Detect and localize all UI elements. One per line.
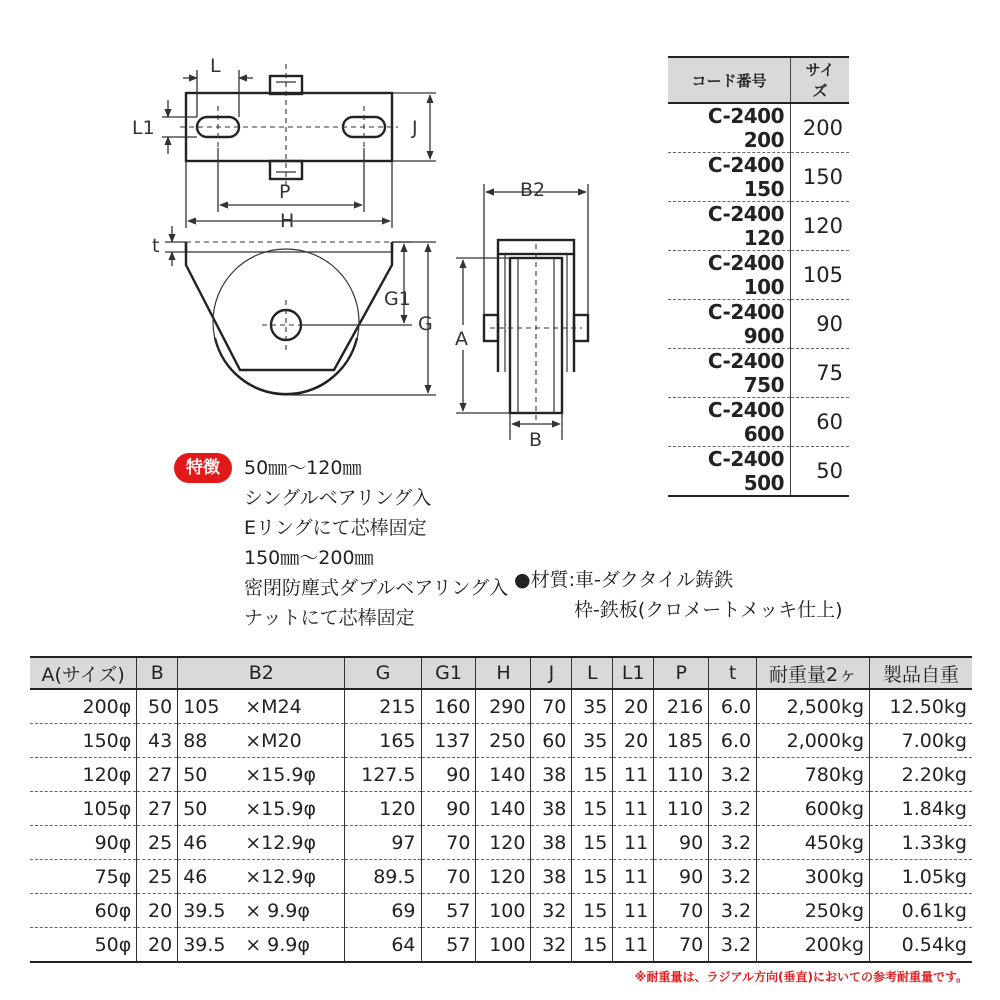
spec-cell-H: 140 bbox=[476, 758, 531, 792]
spec-header-cell: G bbox=[345, 657, 421, 689]
spec-table-row bbox=[30, 792, 972, 826]
spec-cell-L1: 11 bbox=[613, 928, 654, 963]
spec-cell-B: 50 bbox=[137, 689, 178, 724]
b2-axle-value: ×M20 bbox=[245, 729, 302, 752]
spec-cell-L: 35 bbox=[572, 724, 613, 758]
caster-technical-drawing bbox=[0, 0, 660, 450]
spec-cell-load: 200kg bbox=[757, 928, 870, 963]
code-table-row bbox=[668, 398, 849, 447]
spec-cell-L1: 11 bbox=[613, 758, 654, 792]
feature-item: シングルベアリング入 bbox=[244, 487, 432, 509]
spec-cell-J: 38 bbox=[531, 826, 572, 860]
size-cell: 150 bbox=[791, 153, 850, 202]
spec-table-row bbox=[30, 724, 972, 758]
spec-cell-G: 127.5 bbox=[345, 758, 421, 792]
spec-header-cell: B2 bbox=[178, 657, 345, 689]
feature-item: 150㎜～200㎜ bbox=[244, 547, 374, 569]
spec-cell-P: 90 bbox=[654, 826, 709, 860]
code-table-row bbox=[668, 447, 849, 497]
code-number-cell: C-2400 100 bbox=[668, 251, 791, 300]
spec-cell-G1: 160 bbox=[421, 689, 476, 724]
spec-cell-G: 120 bbox=[345, 792, 421, 826]
spec-cell-weight: 1.84kg bbox=[870, 792, 972, 826]
spec-cell-H: 290 bbox=[476, 689, 531, 724]
b2-width-value: 105 bbox=[183, 695, 220, 718]
material-wheel: ●材質:車-ダクタイル鋳鉄 bbox=[514, 569, 734, 591]
spec-header-cell: t bbox=[709, 657, 757, 689]
code-number-cell: C-2400 150 bbox=[668, 153, 791, 202]
b2-width-value: 39.5 bbox=[183, 933, 226, 956]
code-number-table bbox=[668, 56, 849, 497]
spec-cell-B2 bbox=[178, 689, 345, 724]
b2-axle-value: ×12.9φ bbox=[245, 865, 316, 888]
spec-cell-L: 15 bbox=[572, 826, 613, 860]
size-cell: 75 bbox=[791, 349, 850, 398]
code-table-row bbox=[668, 202, 849, 251]
spec-cell-A: 50φ bbox=[30, 928, 137, 963]
code-number-cell: C-2400 600 bbox=[668, 398, 791, 447]
b2-width-value: 50 bbox=[183, 763, 208, 786]
spec-cell-G1: 137 bbox=[421, 724, 476, 758]
spec-cell-A: 150φ bbox=[30, 724, 137, 758]
spec-cell-t: 3.2 bbox=[709, 928, 757, 963]
code-table-row bbox=[668, 349, 849, 398]
b2-width-value: 50 bbox=[183, 797, 208, 820]
spec-cell-B2 bbox=[178, 928, 345, 963]
spec-cell-load: 2,500kg bbox=[757, 689, 870, 724]
code-table-row bbox=[668, 251, 849, 300]
spec-cell-G1: 70 bbox=[421, 826, 476, 860]
spec-table-row bbox=[30, 860, 972, 894]
spec-cell-G: 89.5 bbox=[345, 860, 421, 894]
spec-cell-A: 90φ bbox=[30, 826, 137, 860]
spec-cell-G: 69 bbox=[345, 894, 421, 928]
spec-header-cell: L1 bbox=[613, 657, 654, 689]
spec-cell-B2 bbox=[178, 724, 345, 758]
spec-cell-H: 140 bbox=[476, 792, 531, 826]
spec-cell-B2 bbox=[178, 792, 345, 826]
spec-cell-J: 32 bbox=[531, 928, 572, 963]
spec-cell-L1: 11 bbox=[613, 792, 654, 826]
code-table-row bbox=[668, 153, 849, 202]
spec-cell-H: 250 bbox=[476, 724, 531, 758]
code-table-row bbox=[668, 300, 849, 349]
dim-label-L1: L1 bbox=[132, 117, 155, 139]
spec-cell-L: 15 bbox=[572, 860, 613, 894]
spec-cell-L1: 20 bbox=[613, 724, 654, 758]
spec-cell-weight: 12.50kg bbox=[870, 689, 972, 724]
spec-cell-A: 120φ bbox=[30, 758, 137, 792]
spec-table-row bbox=[30, 758, 972, 792]
spec-cell-B2 bbox=[178, 860, 345, 894]
spec-cell-J: 60 bbox=[531, 724, 572, 758]
spec-cell-B: 25 bbox=[137, 860, 178, 894]
code-table-body bbox=[668, 103, 849, 496]
spec-cell-weight: 0.61kg bbox=[870, 894, 972, 928]
spec-cell-B: 20 bbox=[137, 894, 178, 928]
spec-table-row bbox=[30, 928, 972, 963]
dim-label-A: A bbox=[455, 328, 468, 350]
code-number-cell: C-2400 120 bbox=[668, 202, 791, 251]
spec-cell-J: 38 bbox=[531, 758, 572, 792]
b2-width-value: 46 bbox=[183, 865, 208, 888]
spec-header-cell: L bbox=[572, 657, 613, 689]
spec-cell-J: 32 bbox=[531, 894, 572, 928]
b2-axle-value: × 9.9φ bbox=[245, 899, 310, 922]
dim-label-G1: G1 bbox=[384, 288, 411, 310]
code-number-cell: C-2400 750 bbox=[668, 349, 791, 398]
spec-header-cell: H bbox=[476, 657, 531, 689]
spec-cell-t: 3.2 bbox=[709, 826, 757, 860]
spec-header-cell: 耐重量2ヶ bbox=[757, 657, 870, 689]
spec-cell-G1: 57 bbox=[421, 894, 476, 928]
spec-header-cell: B bbox=[137, 657, 178, 689]
spec-cell-G1: 70 bbox=[421, 860, 476, 894]
code-header: コード番号 bbox=[668, 57, 791, 103]
spec-cell-load: 2,000kg bbox=[757, 724, 870, 758]
spec-table-row bbox=[30, 689, 972, 724]
spec-cell-weight: 1.05kg bbox=[870, 860, 972, 894]
material-frame: 枠-鉄板(クロメートメッキ仕上) bbox=[574, 599, 843, 621]
spec-cell-H: 100 bbox=[476, 894, 531, 928]
feature-list bbox=[244, 453, 508, 633]
spec-cell-t: 3.2 bbox=[709, 860, 757, 894]
dim-label-H: H bbox=[280, 210, 295, 232]
spec-cell-weight: 2.20kg bbox=[870, 758, 972, 792]
spec-cell-load: 300kg bbox=[757, 860, 870, 894]
spec-cell-t: 3.2 bbox=[709, 758, 757, 792]
spec-cell-P: 70 bbox=[654, 894, 709, 928]
spec-cell-P: 110 bbox=[654, 758, 709, 792]
spec-header-cell: 製品自重 bbox=[870, 657, 972, 689]
specification-table bbox=[30, 656, 972, 963]
spec-cell-G: 64 bbox=[345, 928, 421, 963]
spec-cell-G1: 90 bbox=[421, 758, 476, 792]
spec-cell-L1: 11 bbox=[613, 860, 654, 894]
spec-cell-load: 450kg bbox=[757, 826, 870, 860]
spec-cell-P: 110 bbox=[654, 792, 709, 826]
spec-cell-B2 bbox=[178, 894, 345, 928]
spec-cell-weight: 1.33kg bbox=[870, 826, 972, 860]
spec-cell-B: 43 bbox=[137, 724, 178, 758]
spec-cell-load: 780kg bbox=[757, 758, 870, 792]
spec-cell-A: 105φ bbox=[30, 792, 137, 826]
spec-cell-G: 97 bbox=[345, 826, 421, 860]
size-cell: 90 bbox=[791, 300, 850, 349]
size-cell: 50 bbox=[791, 447, 850, 497]
dim-label-B: B bbox=[529, 429, 543, 450]
code-table-row bbox=[668, 103, 849, 153]
spec-table-body bbox=[30, 689, 972, 962]
spec-cell-G: 215 bbox=[345, 689, 421, 724]
b2-axle-value: ×12.9φ bbox=[245, 831, 316, 854]
spec-cell-G: 165 bbox=[345, 724, 421, 758]
spec-cell-L: 15 bbox=[572, 928, 613, 963]
spec-cell-P: 90 bbox=[654, 860, 709, 894]
feature-badge: 特徴 bbox=[174, 453, 232, 483]
spec-cell-L1: 11 bbox=[613, 894, 654, 928]
code-table-header bbox=[668, 57, 849, 103]
size-header: サイズ bbox=[791, 57, 850, 103]
spec-cell-load: 600kg bbox=[757, 792, 870, 826]
spec-cell-t: 3.2 bbox=[709, 792, 757, 826]
spec-cell-weight: 0.54kg bbox=[870, 928, 972, 963]
spec-cell-L: 15 bbox=[572, 758, 613, 792]
size-cell: 60 bbox=[791, 398, 850, 447]
b2-axle-value: ×M24 bbox=[245, 695, 302, 718]
size-cell: 105 bbox=[791, 251, 850, 300]
spec-cell-P: 185 bbox=[654, 724, 709, 758]
side-view bbox=[455, 179, 588, 450]
b2-width-value: 46 bbox=[183, 831, 208, 854]
top-view bbox=[132, 55, 436, 232]
b2-axle-value: ×15.9φ bbox=[245, 763, 316, 786]
spec-header-cell: P bbox=[654, 657, 709, 689]
feature-item: ナットにて芯棒固定 bbox=[244, 607, 415, 629]
feature-item: 密閉防塵式ダブルベアリング入 bbox=[244, 577, 509, 599]
spec-cell-B2 bbox=[178, 758, 345, 792]
spec-cell-t: 6.0 bbox=[709, 724, 757, 758]
dim-label-J: J bbox=[412, 117, 418, 139]
spec-cell-H: 120 bbox=[476, 860, 531, 894]
feature-item: Eリングにて芯棒固定 bbox=[244, 517, 427, 539]
b2-width-value: 39.5 bbox=[183, 899, 226, 922]
spec-cell-J: 70 bbox=[531, 689, 572, 724]
spec-cell-B: 20 bbox=[137, 928, 178, 963]
spec-cell-P: 70 bbox=[654, 928, 709, 963]
spec-cell-A: 200φ bbox=[30, 689, 137, 724]
spec-cell-G1: 90 bbox=[421, 792, 476, 826]
spec-cell-P: 216 bbox=[654, 689, 709, 724]
b2-axle-value: × 9.9φ bbox=[245, 933, 310, 956]
spec-header-cell: A(サイズ) bbox=[30, 657, 137, 689]
b2-width-value: 88 bbox=[183, 729, 208, 752]
spec-cell-B: 25 bbox=[137, 826, 178, 860]
spec-cell-G1: 57 bbox=[421, 928, 476, 963]
b2-axle-value: ×15.9φ bbox=[245, 797, 316, 820]
material-info bbox=[514, 565, 843, 625]
spec-cell-B: 27 bbox=[137, 792, 178, 826]
spec-cell-A: 75φ bbox=[30, 860, 137, 894]
spec-cell-A: 60φ bbox=[30, 894, 137, 928]
dim-label-L: L bbox=[210, 55, 221, 77]
spec-cell-L: 15 bbox=[572, 894, 613, 928]
code-number-cell: C-2400 900 bbox=[668, 300, 791, 349]
spec-cell-J: 38 bbox=[531, 860, 572, 894]
spec-cell-J: 38 bbox=[531, 792, 572, 826]
spec-cell-H: 100 bbox=[476, 928, 531, 963]
size-cell: 200 bbox=[791, 103, 850, 153]
front-view bbox=[152, 226, 436, 395]
dim-label-P: P bbox=[279, 181, 291, 203]
spec-header-cell: J bbox=[531, 657, 572, 689]
spec-cell-weight: 7.00kg bbox=[870, 724, 972, 758]
spec-cell-H: 120 bbox=[476, 826, 531, 860]
spec-cell-L1: 11 bbox=[613, 826, 654, 860]
spec-header-cell: G1 bbox=[421, 657, 476, 689]
feature-item: 50㎜～120㎜ bbox=[244, 457, 362, 479]
spec-cell-B: 27 bbox=[137, 758, 178, 792]
spec-cell-L: 35 bbox=[572, 689, 613, 724]
spec-cell-t: 3.2 bbox=[709, 894, 757, 928]
spec-table-row bbox=[30, 826, 972, 860]
size-cell: 120 bbox=[791, 202, 850, 251]
spec-cell-B2 bbox=[178, 826, 345, 860]
bracket-outline bbox=[186, 242, 392, 370]
footnote: ※耐重量は、ラジアル方向(垂直)においての参考耐重量です。 bbox=[634, 970, 968, 984]
spec-cell-t: 6.0 bbox=[709, 689, 757, 724]
spec-cell-L: 15 bbox=[572, 792, 613, 826]
dim-label-B2: B2 bbox=[520, 179, 546, 201]
code-number-cell: C-2400 500 bbox=[668, 447, 791, 497]
dim-label-G: G bbox=[418, 313, 433, 335]
spec-table-row bbox=[30, 894, 972, 928]
spec-cell-L1: 20 bbox=[613, 689, 654, 724]
dim-label-t: t bbox=[152, 235, 160, 257]
code-number-cell: C-2400 200 bbox=[668, 103, 791, 153]
spec-table-header bbox=[30, 657, 972, 689]
spec-cell-load: 250kg bbox=[757, 894, 870, 928]
